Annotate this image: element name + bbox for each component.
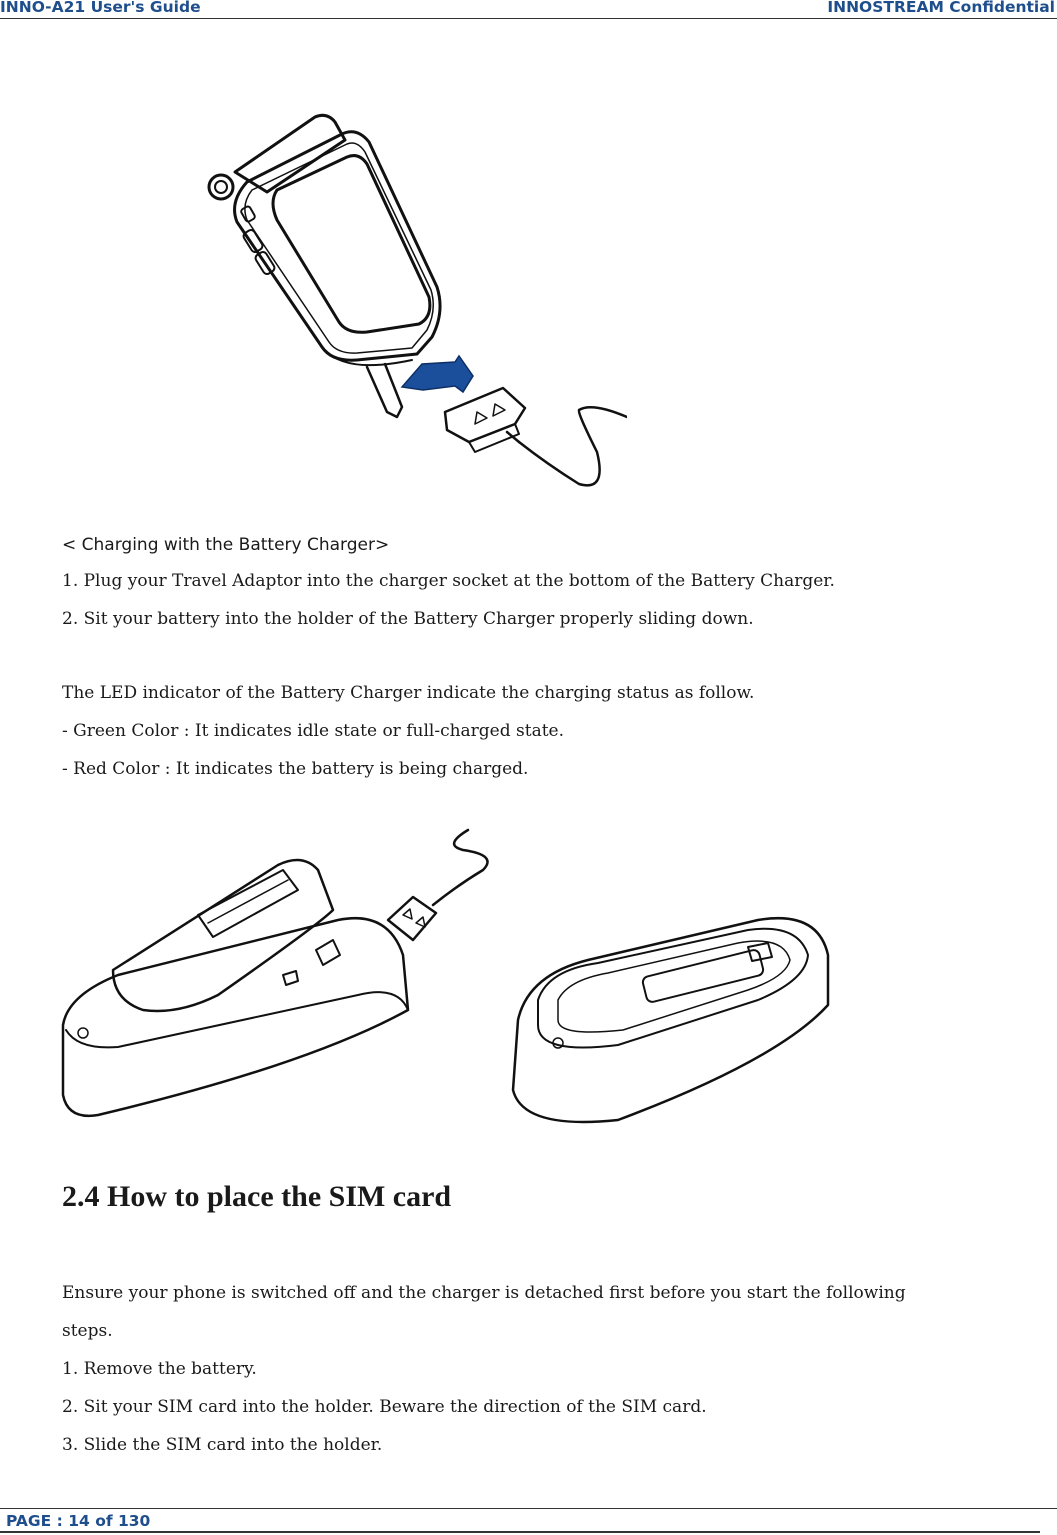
phone-charging-illustration	[207, 112, 627, 490]
sim-intro-line-1: Ensure your phone is switched off and the charger is detached first before you start the following	[62, 1283, 906, 1303]
footer-rule	[0, 1531, 1040, 1533]
led-green-item: - Green Color : It indicates idle state or full-charged state.	[62, 721, 565, 741]
sim-intro-line-2: steps.	[62, 1321, 113, 1341]
sim-step-1: 1. Remove the battery.	[62, 1359, 257, 1379]
page-number: PAGE : 14 of 130	[6, 1512, 151, 1530]
charging-step-2: 2. Sit your battery into the holder of the Battery Charger properly sliding down.	[62, 609, 754, 629]
led-intro: The LED indicator of the Battery Charger indicate the charging status as follow.	[62, 683, 755, 703]
sim-section-title: 2.4 How to place the SIM card	[62, 1180, 452, 1213]
led-red-item: - Red Color : It indicates the battery is being charged.	[62, 759, 529, 779]
header-confidential: INNOSTREAM Confidential	[827, 0, 1055, 16]
page-header	[0, 0, 1057, 19]
charging-caption: < Charging with the Battery Charger>	[62, 535, 390, 555]
page-footer	[0, 1508, 1057, 1535]
charging-step-1: 1. Plug your Travel Adaptor into the charger socket at the bottom of the Battery Charger.	[62, 571, 835, 591]
sim-step-3: 3. Slide the SIM card into the holder.	[62, 1435, 383, 1455]
header-doc-title: INNO-A21 User's Guide	[0, 0, 201, 16]
sim-step-2: 2. Sit your SIM card into the holder. Beware the direction of the SIM card.	[62, 1397, 707, 1417]
battery-charger-illustration	[58, 825, 838, 1125]
